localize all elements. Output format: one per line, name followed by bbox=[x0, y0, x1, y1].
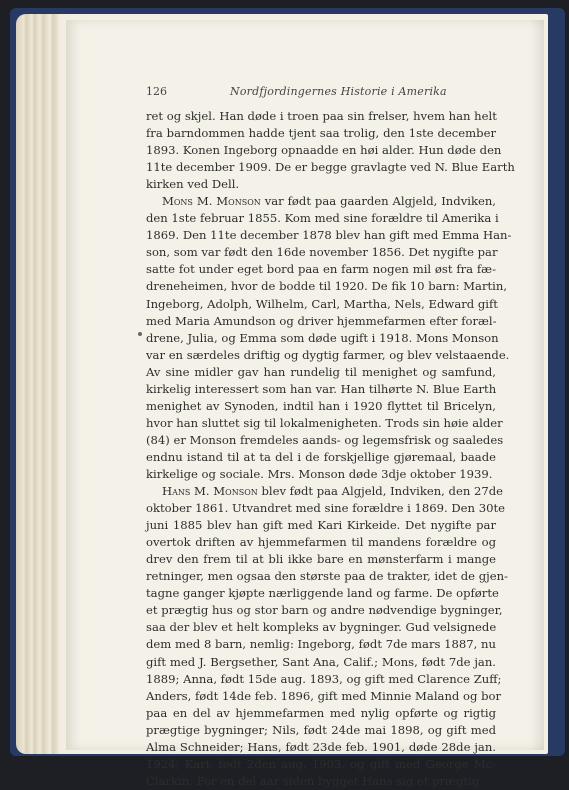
text-line: dreneheimen, hvor de bodde til 1920. De fik 10 barn: Martin, bbox=[146, 279, 508, 294]
text-line: kirken ved Dell. bbox=[146, 177, 240, 192]
text-line: son, som var født den 16de november 1856. Det nygifte par bbox=[146, 245, 498, 260]
running-head bbox=[146, 85, 496, 99]
person-name: Mons M. Monson bbox=[162, 194, 261, 209]
text-line: oktober 1861. Utvandret med sine forældre i 1869. Den 30te bbox=[146, 501, 505, 516]
text-line: juni 1885 blev han gift med Kari Kirkeide. Det nygifte par bbox=[146, 518, 496, 533]
paragraph bbox=[146, 483, 508, 790]
text-line: 11te december 1909. De er begge gravlagte ved N. Blue Earth bbox=[146, 160, 515, 175]
text-line: menighet av Synoden, indtil han i 1920 flyttet til Bricelyn, bbox=[146, 398, 496, 413]
text-line: Clarkin. For en del aar siden bygget Hans sig et prægtig bbox=[146, 773, 480, 788]
person-name: Hans M. Monson bbox=[162, 484, 258, 499]
text-line: drev den frem til at bli ikke bare en mønsterfarm i mange bbox=[146, 552, 496, 567]
text-line: gift med J. Bergsether, Sant Ana, Calif.; Mons, født 7de jan. bbox=[146, 654, 496, 669]
text-line: den 1ste februar 1855. Kom med sine forældre til Amerika i bbox=[146, 211, 499, 226]
text-line: et prægtig hus og stor barn og andre nødvendige bygninger, bbox=[146, 603, 503, 618]
text-line: Alma Schneider; Hans, født 23de feb. 1901, døde 28de jan. bbox=[146, 739, 496, 754]
text-line: Av sine midler gav han rundelig til menighet og samfund, bbox=[146, 364, 496, 379]
text-line: overtok driften av hjemmefarmen til mandens forældre og bbox=[146, 535, 496, 550]
text-line: ret og skjel. Han døde i troen paa sin frelser, hvem han helt bbox=[146, 109, 497, 123]
text-line: Mons M. Monson var født paa gaarden Algjeld, Indviken, bbox=[162, 194, 496, 209]
text-line: kirkelig interessert som han var. Han tilhørte N. Blue Earth bbox=[146, 381, 497, 396]
text-line: 1889; Anna, født 15de aug. 1893, og gift med Clarence Zuff; bbox=[146, 671, 502, 686]
text-line: var en særdeles driftig og dygtig farmer, og blev velstaaende. bbox=[146, 347, 510, 362]
text-line: Hans M. Monson blev født paa Algjeld, Indviken, den 27de bbox=[162, 484, 504, 499]
text-line: 1893. Konen Ingeborg opnaadde en høi alder. Hun døde den bbox=[146, 143, 502, 158]
page-number: 126 bbox=[146, 85, 167, 98]
text-line: hvor han sluttet sig til lokalmenigheten. Trods sin høie alder bbox=[146, 415, 503, 430]
body-text bbox=[146, 108, 515, 790]
text-line: satte fot under eget bord paa en farm nogen mil øst fra fæ- bbox=[146, 262, 496, 277]
text-line: 1924; Kari, født 2den aug. 1903, og gift med George Mc- bbox=[146, 756, 496, 771]
pencil-mark bbox=[138, 332, 142, 336]
text-line: 1869. Den 11te december 1878 blev han gift med Emma Han- bbox=[146, 228, 512, 243]
text-line: (84) er Monson fremdeles aands- og legemsfrisk og saaledes bbox=[146, 432, 504, 447]
text-line: drene, Julia, og Emma som døde ugift i 1918. Mons Monson bbox=[146, 330, 499, 345]
running-head-title: Nordfjordingernes Historie i Amerika bbox=[230, 85, 447, 98]
text-line: fra barndommen hadde tjent saa trolig, den 1ste december bbox=[146, 126, 496, 141]
text-line: Ingeborg, Adolph, Wilhelm, Carl, Martha, Nels, Edward gift bbox=[146, 296, 498, 311]
text-line: med Maria Amundson og driver hjemmefarmen efter foræl- bbox=[146, 313, 497, 328]
text-line: paa en del av hjemmefarmen med nylig opførte og rigtig bbox=[146, 705, 496, 720]
text-line: retninger, men ogsaa den største paa de trakter, idet de gjen- bbox=[146, 569, 508, 584]
text-line: saa der blev et helt kompleks av bygninger. Gud velsignede bbox=[146, 620, 497, 635]
text-line: Anders, født 14de feb. 1896, gift med Minnie Maland og bor bbox=[146, 688, 502, 703]
text-line: tagne ganger kjøpte nærliggende land og farme. De opførte bbox=[146, 586, 499, 601]
paragraph bbox=[146, 108, 515, 193]
text-line: dem med 8 barn, nemlig: Ingeborg, født 7de mars 1887, nu bbox=[146, 637, 496, 652]
text-line: kirkelige og sociale. Mrs. Monson døde 3dje oktober 1939. bbox=[146, 466, 493, 481]
text-line: prægtige bygninger; Nils, født 24de mai 1898, og gift med bbox=[146, 722, 496, 737]
text-line: endnu istand til at ta del i de forskjellige gjøremaal, baade bbox=[146, 449, 496, 464]
gutter-shadow bbox=[530, 20, 544, 750]
paragraph bbox=[146, 193, 512, 483]
